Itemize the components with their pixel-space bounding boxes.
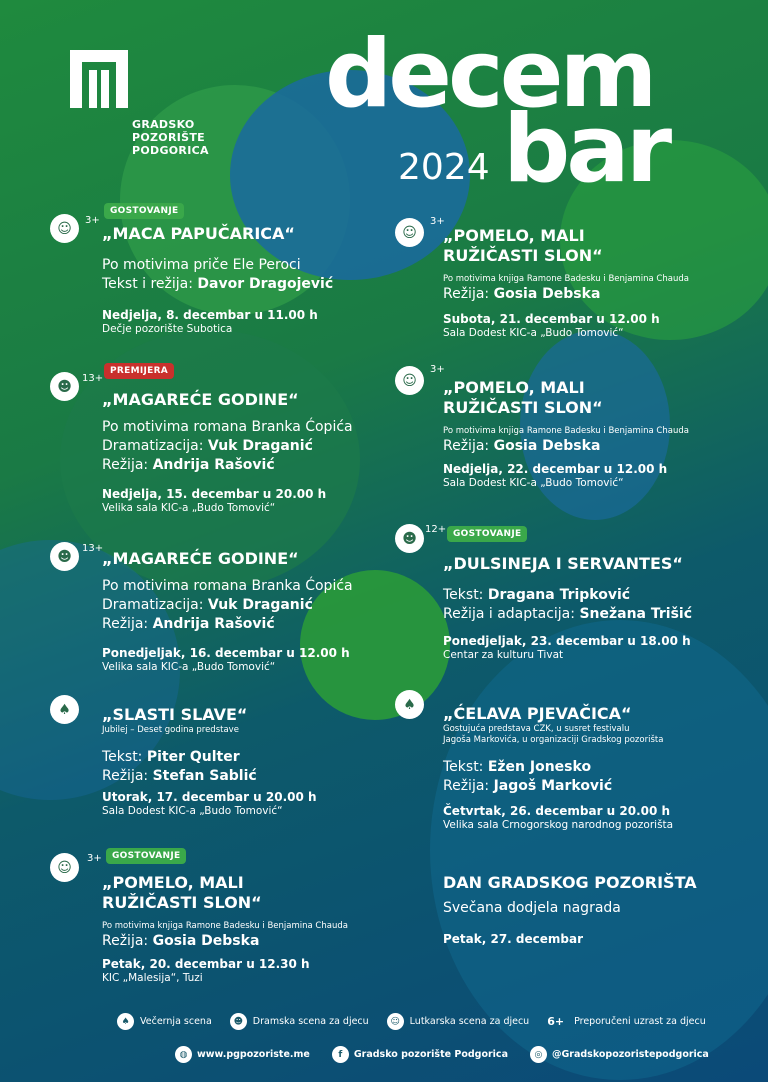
event-credit: Režija: Jagoš Marković <box>443 778 613 794</box>
event-title: „DULSINEJA I SERVANTES“ <box>443 554 683 573</box>
event-credit: Režija: Gosia Debska <box>443 438 601 454</box>
event-note: Jubilej – Deset godina predstave <box>102 725 239 735</box>
event-date: Ponedjeljak, 23. decembar u 18.00 h <box>443 634 691 648</box>
event-date: Četvrtak, 26. decembar u 20.00 h <box>443 804 671 818</box>
event-date: Nedjelja, 8. decembar u 11.00 h <box>102 308 318 322</box>
event-venue: Velika sala KIC-a „Budo Tomović“ <box>102 661 276 673</box>
age-label: 3+ <box>85 215 100 226</box>
event-venue: Sala Dodest KIC-a „Budo Tomović“ <box>443 477 624 489</box>
puppet-icon: ☺ <box>50 853 79 882</box>
event-title: „MAGAREĆE GODINE“ <box>102 549 299 568</box>
event-credit: Režija: Andrija Rašović <box>102 457 275 473</box>
event-date: Petak, 27. decembar <box>443 932 584 946</box>
legend-evening: ♠ Večernja scena <box>117 1013 212 1030</box>
event-date: Nedjelja, 22. decembar u 12.00 h <box>443 462 668 476</box>
drama-masks-icon: ☻ <box>230 1013 247 1030</box>
event-credit: Tekst i režija: Davor Dragojević <box>102 276 334 292</box>
status-badge: PREMIJERA <box>104 363 174 379</box>
puppet-icon: ☺ <box>387 1013 404 1030</box>
event-venue: Dečje pozorište Subotica <box>102 323 233 335</box>
event-venue: KIC „Malesija“, Tuzi <box>102 972 203 984</box>
age-label: 13+ <box>82 373 104 384</box>
event-venue: Velika sala KIC-a „Budo Tomović“ <box>102 502 276 514</box>
event-title: „ĆELAVA PJEVAČICA“ <box>443 704 632 723</box>
title-bar: bar <box>503 95 669 204</box>
event-description: Po motivima romana Branka Ćopića <box>102 419 353 435</box>
legend-drama-kids: ☻ Dramska scena za djecu <box>230 1013 369 1030</box>
instagram-link[interactable]: ◎ @Gradskopozoristepodgorica <box>530 1046 709 1063</box>
event-title: „MACA PAPUČARICA“ <box>102 224 295 243</box>
drama-masks-icon: ☻ <box>395 524 424 553</box>
puppet-icon: ☺ <box>395 218 424 247</box>
drama-masks-icon: ☻ <box>50 542 79 571</box>
age-label: 3+ <box>87 853 102 864</box>
age-label: 12+ <box>425 524 447 535</box>
event-credit: Režija: Gosia Debska <box>443 286 601 302</box>
legend-puppet-kids: ☺ Lutkarska scena za djecu <box>387 1013 530 1030</box>
event-credit: Dramatizacija: Vuk Draganić <box>102 597 313 613</box>
status-badge: GOSTOVANJE <box>104 203 184 219</box>
event-title: RUŽIČASTI SLON“ <box>102 893 262 912</box>
age-label: 3+ <box>430 364 445 375</box>
evening-stage-icon: ♠ <box>117 1013 134 1030</box>
event-date: Nedjelja, 15. decembar u 20.00 h <box>102 487 327 501</box>
event-credit: Režija: Andrija Rašović <box>102 616 275 632</box>
instagram-icon: ◎ <box>530 1046 547 1063</box>
website-link[interactable]: ◍ www.pgpozoriste.me <box>175 1046 310 1063</box>
puppet-icon: ☺ <box>50 214 79 243</box>
event-date: Subota, 21. decembar u 12.00 h <box>443 312 660 326</box>
event-description: Po motivima romana Branka Ćopića <box>102 578 353 594</box>
logo-text: GRADSKO POZORIŠTE PODGORICA <box>132 118 209 157</box>
event-title: RUŽIČASTI SLON“ <box>443 398 603 417</box>
event-title: RUŽIČASTI SLON“ <box>443 246 603 265</box>
title-decem: decem <box>325 20 654 129</box>
drama-masks-icon: ☻ <box>50 372 79 401</box>
event-credit: Tekst: Ežen Jonesko <box>443 759 592 775</box>
puppet-icon: ☺ <box>395 366 424 395</box>
event-venue: Sala Dodest KIC-a „Budo Tomović“ <box>102 805 283 817</box>
age-label: 13+ <box>82 543 104 554</box>
age-label: 3+ <box>430 216 445 227</box>
event-credit: Režija: Gosia Debska <box>102 933 260 949</box>
social-links <box>175 1046 731 1063</box>
event-note: Jagoša Markovića, u organizaciji Gradskog pozorišta <box>443 735 664 745</box>
event-credit: Tekst: Piter Qulter <box>102 749 240 765</box>
event-dan-pozorista <box>443 873 763 947</box>
event-note: Gostujuća predstava CZK, u susret festivalu <box>443 724 630 734</box>
facebook-icon: f <box>332 1046 349 1063</box>
event-title: „SLASTI SLAVE“ <box>102 705 248 724</box>
event-venue: Velika sala Crnogorskog narodnog pozorišta <box>443 819 674 831</box>
event-credit: Tekst: Dragana Tripković <box>443 587 631 603</box>
event-title: „POMELO, MALI <box>102 873 244 892</box>
event-description: Po motivima knjiga Ramone Badesku i Benjamina Chauda <box>443 274 689 284</box>
event-venue: Centar za kulturu Tivat <box>443 649 564 661</box>
event-title: „POMELO, MALI <box>443 378 585 397</box>
event-credit: Dramatizacija: Vuk Draganić <box>102 438 313 454</box>
event-title: „POMELO, MALI <box>443 226 585 245</box>
event-title: „MAGAREĆE GODINE“ <box>102 390 299 409</box>
event-description: Po motivima knjiga Ramone Badesku i Benjamina Chauda <box>443 426 689 436</box>
event-venue: Sala Dodest KIC-a „Budo Tomović“ <box>443 327 624 339</box>
event-date: Utorak, 17. decembar u 20.00 h <box>102 790 317 804</box>
evening-stage-icon: ♠ <box>395 690 424 719</box>
event-description: Po motivima knjiga Ramone Badesku i Benjamina Chauda <box>102 921 348 931</box>
globe-icon: ◍ <box>175 1046 192 1063</box>
event-date: Ponedjeljak, 16. decembar u 12.00 h <box>102 646 350 660</box>
event-date: Petak, 20. decembar u 12.30 h <box>102 957 310 971</box>
event-description: Svečana dodjela nagrada <box>443 900 621 916</box>
event-title: DAN GRADSKOG POZORIŠTA <box>443 873 697 892</box>
theatre-logo-icon <box>70 50 128 108</box>
legend-age: 6+ Preporučeni uzrast za djecu <box>547 1015 706 1028</box>
title-year: 2024 <box>398 147 490 188</box>
status-badge: GOSTOVANJE <box>447 526 527 542</box>
evening-stage-icon: ♠ <box>50 695 79 724</box>
event-credit: Režija: Stefan Sablić <box>102 768 257 784</box>
event-credit: Režija i adaptacija: Snežana Trišić <box>443 606 693 622</box>
legend <box>117 1013 724 1030</box>
status-badge: GOSTOVANJE <box>106 848 186 864</box>
facebook-link[interactable]: f Gradsko pozorište Podgorica <box>332 1046 508 1063</box>
event-description: Po motivima priče Ele Peroci <box>102 257 301 273</box>
